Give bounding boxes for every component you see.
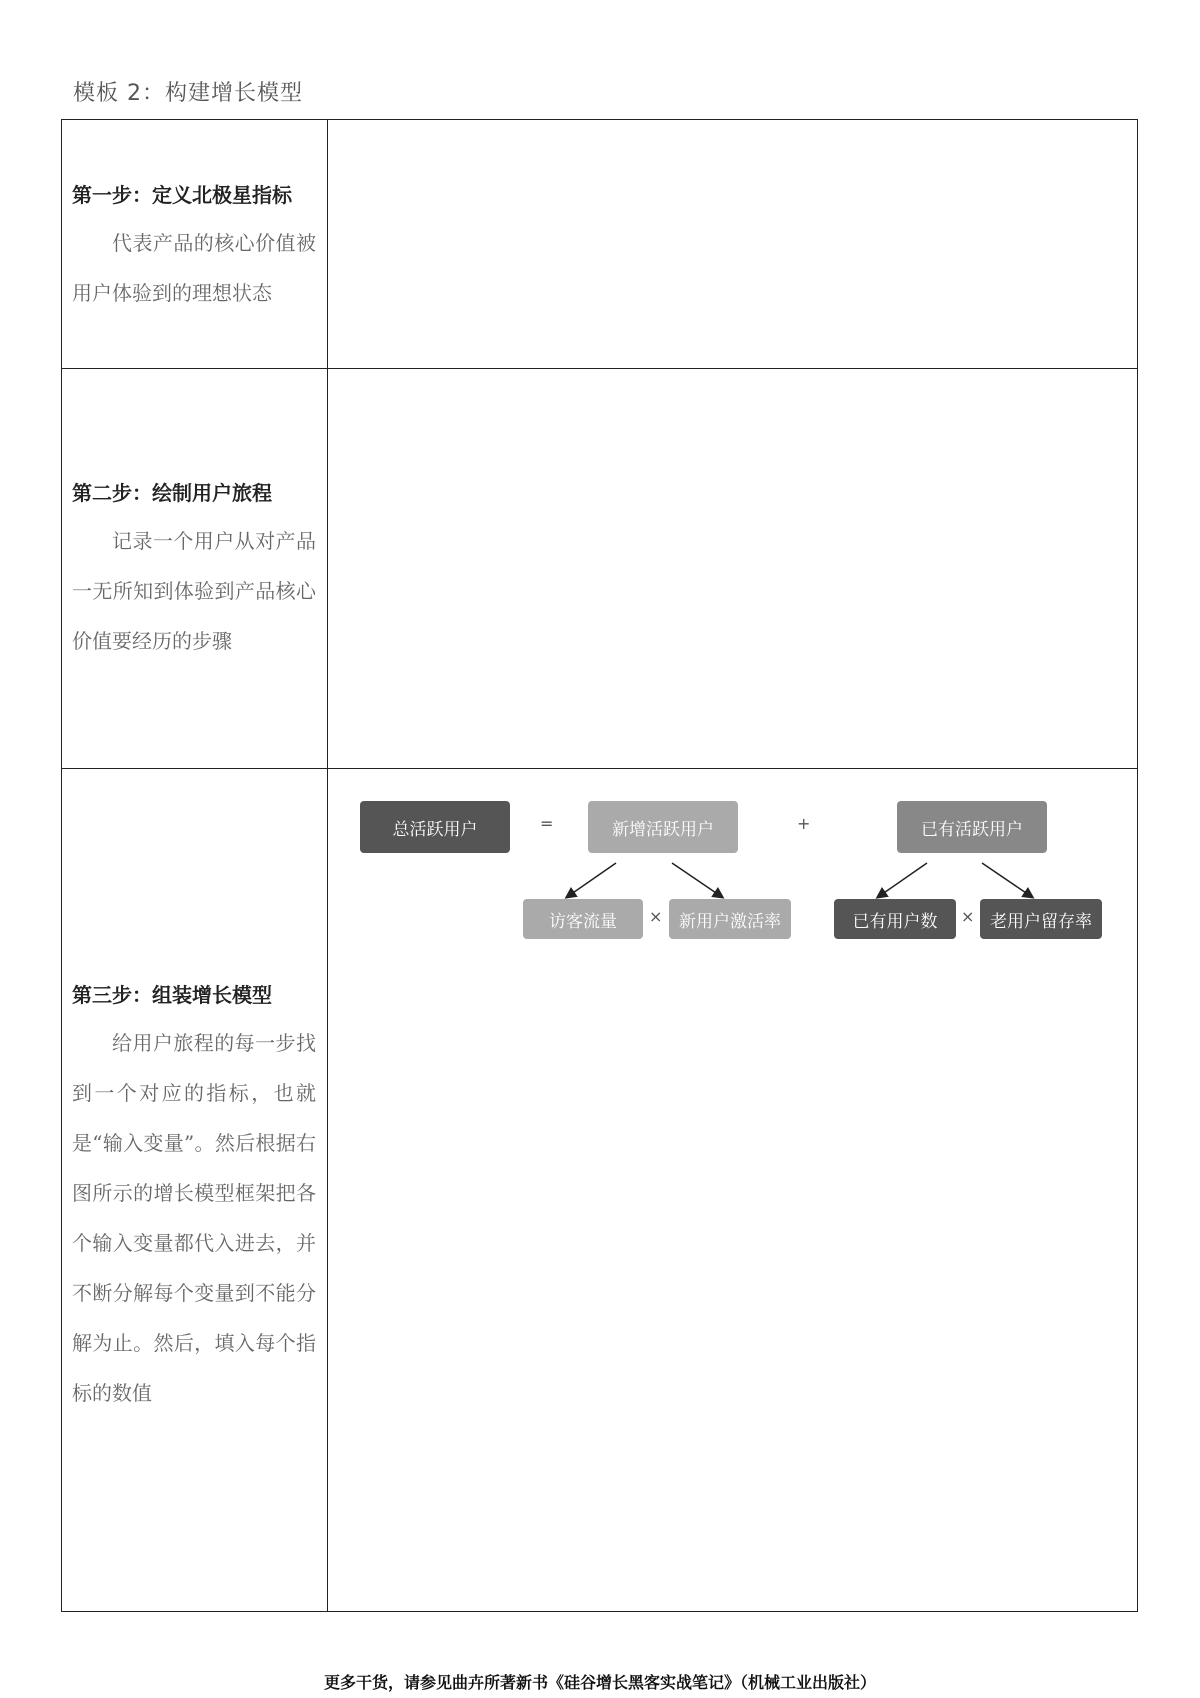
arrow-new-to-visitors bbox=[567, 863, 616, 897]
step-1-title: 第一步：定义北极星指标 bbox=[72, 183, 292, 207]
row-divider-1 bbox=[62, 368, 1137, 369]
times-sign-2: × bbox=[961, 907, 975, 926]
step-2-desc: 记录一个用户从对产品一无所知到体验到产品核心价值要经历的步骤 bbox=[72, 529, 316, 653]
arrow-existing-to-retention bbox=[982, 863, 1032, 897]
step-2-cell bbox=[72, 470, 316, 666]
page-title: 模板 2：构建增长模型 bbox=[73, 81, 303, 106]
step-3-cell bbox=[72, 972, 316, 1418]
existing-users-box: 已有用户数 bbox=[834, 899, 956, 939]
footer-note: 更多干货，请参见曲卉所著新书《硅谷增长黑客实战笔记》（机械工业出版社） bbox=[323, 1673, 876, 1692]
step-1-desc: 代表产品的核心价值被用户体验到的理想状态 bbox=[72, 231, 316, 305]
step-3-title: 第三步：组装增长模型 bbox=[72, 983, 272, 1007]
step-2-title: 第二步：绘制用户旅程 bbox=[72, 481, 272, 505]
times-sign-1: × bbox=[649, 907, 663, 926]
retention-rate-box: 老用户留存率 bbox=[980, 899, 1102, 939]
plus-sign: + bbox=[797, 814, 811, 833]
total-active-users-box: 总活跃用户 bbox=[360, 801, 510, 853]
row-divider-2 bbox=[62, 768, 1137, 769]
activation-rate-box: 新用户激活率 bbox=[669, 899, 791, 939]
visitor-traffic-box: 访客流量 bbox=[523, 899, 643, 939]
existing-active-users-box: 已有活跃用户 bbox=[897, 801, 1047, 853]
template-table bbox=[61, 119, 1138, 1612]
step-1-cell bbox=[72, 172, 316, 318]
arrow-existing-to-users bbox=[878, 863, 927, 897]
arrow-new-to-activation bbox=[672, 863, 722, 897]
equals-sign: = bbox=[540, 814, 554, 833]
column-divider bbox=[327, 120, 328, 1611]
new-active-users-box: 新增活跃用户 bbox=[588, 801, 738, 853]
step-3-desc: 给用户旅程的每一步找到一个对应的指标，也就是“输入变量”。然后根据右图所示的增长模型框架把各个输入变量都代入进去，并不断分解每个变量到不能分解为止。然后，填入每个指标的数值 bbox=[72, 1031, 316, 1405]
